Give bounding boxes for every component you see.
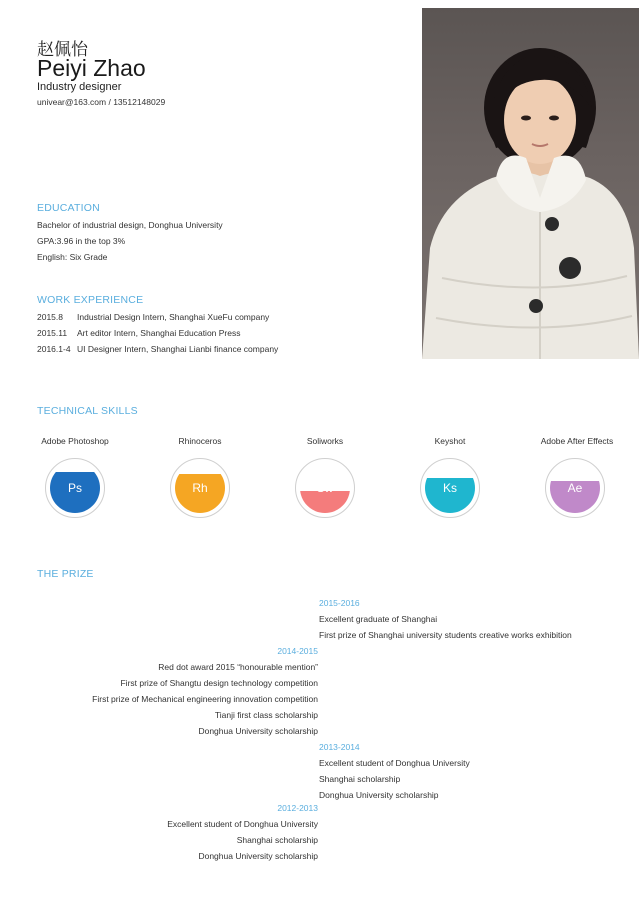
- prize-item: Tianji first class scholarship: [214, 710, 318, 720]
- prize-item: Shanghai scholarship: [236, 835, 318, 845]
- portrait-photo: [422, 8, 639, 359]
- prize-item: First prize of Mechanical engineering innovation competition: [92, 694, 318, 704]
- work-description: UI Designer Intern, Shanghai Lianbi finance company: [77, 344, 279, 354]
- solidworks-skill-gauge: [295, 458, 355, 518]
- prize-year: 2015-2016: [319, 598, 360, 608]
- prize-item: Excellent graduate of Shanghai: [319, 614, 438, 624]
- skill-abbr: Ks: [442, 481, 457, 495]
- work-item: [37, 328, 240, 338]
- education-line: GPA:3.96 in the top 3%: [37, 236, 126, 246]
- prize-year: 2014-2015: [277, 646, 318, 656]
- skill-abbr: Rh: [192, 481, 208, 495]
- rhinoceros-skill-gauge: [170, 458, 230, 518]
- skill-label: Soliworks: [306, 436, 344, 446]
- technical-skills-heading: TECHNICAL SKILLS: [37, 405, 138, 417]
- work-date: 2016.1-4: [37, 344, 71, 354]
- skill-abbr: Sw: [316, 481, 334, 495]
- work-experience-heading: WORK EXPERIENCE: [37, 294, 144, 306]
- work-date: 2015.11: [37, 328, 68, 338]
- work-description: Industrial Design Intern, Shanghai XueFu company: [77, 312, 270, 322]
- skill-label: Adobe Photoshop: [41, 436, 109, 446]
- prize-year: 2012-2013: [277, 803, 318, 813]
- skill-label: Keyshot: [434, 436, 466, 446]
- prize-item: Red dot award 2015 “honourable mention”: [158, 662, 318, 672]
- chinese-name: 赵佩怡: [37, 40, 88, 60]
- prize-item: Donghua University scholarship: [319, 790, 439, 800]
- prize-item: First prize of Shanghai university students creative works exhibition: [319, 630, 572, 640]
- skill-abbr: Ps: [67, 481, 82, 495]
- prize-heading: THE PRIZE: [37, 568, 94, 580]
- work-date: 2015.8: [37, 312, 63, 322]
- work-item: [37, 344, 278, 354]
- prize-item: First prize of Shangtu design technology competition: [120, 678, 318, 688]
- prize-item: Excellent student of Donghua University: [167, 819, 318, 829]
- education-line: English: Six Grade: [37, 252, 108, 262]
- prize-item: Excellent student of Donghua University: [319, 758, 470, 768]
- prize-year: 2013-2014: [319, 742, 360, 752]
- prize-item: Shanghai scholarship: [319, 774, 401, 784]
- skill-label: Adobe After Effects: [540, 436, 614, 446]
- contact-info: univear@163.com / 13512148029: [37, 97, 166, 107]
- education-heading: EDUCATION: [37, 202, 100, 214]
- skill-label: Rhinoceros: [178, 436, 222, 446]
- keyshot-skill-gauge: [420, 458, 480, 518]
- job-title: Industry designer: [37, 81, 122, 93]
- english-name: Peiyi Zhao: [37, 55, 146, 81]
- after-effects-skill-gauge: [545, 458, 605, 518]
- prize-item: Donghua University scholarship: [198, 726, 318, 736]
- photoshop-skill-gauge: [45, 458, 105, 518]
- portrait-illustration: [422, 8, 639, 359]
- prize-item: Donghua University scholarship: [198, 851, 318, 861]
- education-line: Bachelor of industrial design, Donghua University: [37, 220, 223, 230]
- work-description: Art editor Intern, Shanghai Education Press: [77, 328, 241, 338]
- work-item: [37, 312, 269, 322]
- skill-abbr: Ae: [567, 481, 583, 495]
